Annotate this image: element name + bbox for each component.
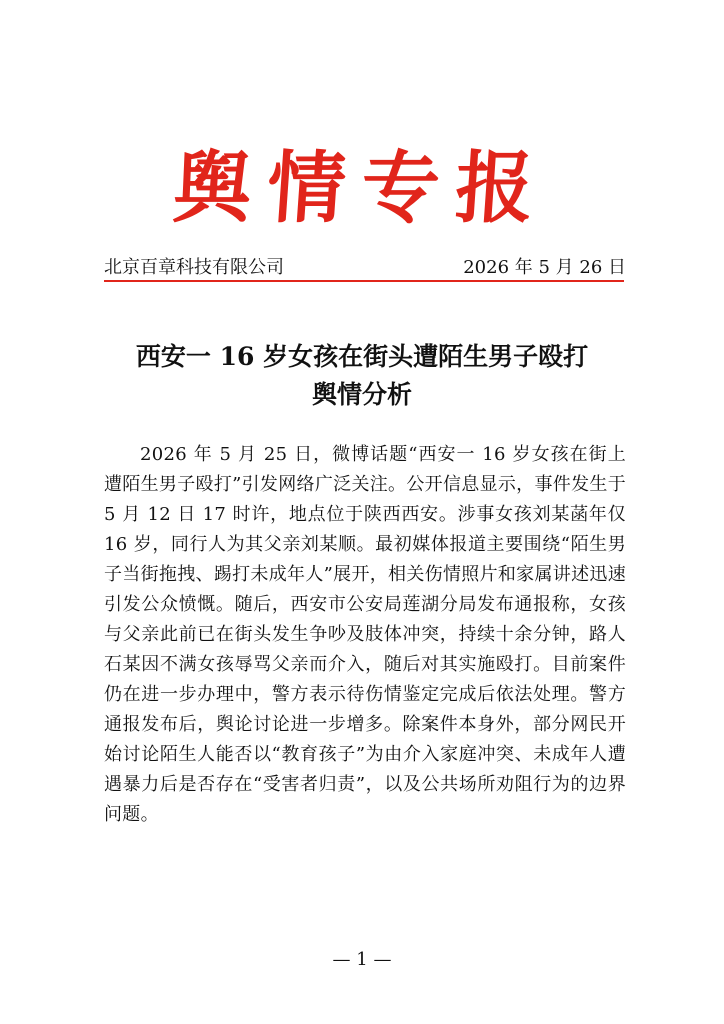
company-name: 北京百章科技有限公司 (104, 257, 284, 278)
article-title (80, 338, 644, 414)
article-title-line-1: 西安一 16 岁女孩在街头遭陌生男子殴打 (135, 342, 589, 371)
masthead-title: 舆情专报 (170, 143, 553, 234)
issue-line (104, 256, 626, 280)
issue-date: 2026 年 5 月 26 日 (463, 257, 626, 278)
page-number: — 1 — (332, 949, 392, 970)
red-divider (104, 280, 624, 282)
article-title-line-2: 舆情分析 (311, 380, 412, 409)
article-body: 2026 年 5 月 25 日，微博话题“西安一 16 岁女孩在街上遭陌生男子殴打”引发网络广泛关注。公开信息显示，事件发生于 5 月 12 日 17 时许，地点位于陕西西安。涉事女孩刘某菡年仅 16 岁，同行人为其父亲刘某顺。最初媒体报道主要围绕“陌生男子当街拖拽、踢打未成年人”展开，相关伤情照片和家属讲述迅速引发公众愤慨。随后，西安市公安局莲湖分局发布通报称，女孩与父亲此前已在街头发生争吵及肢体冲突，持续十余分钟，路人石某因不满女孩辱骂父亲而介入，随后对其实施殴打。目前案件仍在进一步办理中，警方表示待伤情鉴定完成后依法处理。警方通报发布后，舆论讨论进一步增多。除案件本身外，部分网民开始讨论陌生人能否以“教育孩子”为由介入家庭冲突、未成年人遭遇暴力后是否存在“受害者归责”，以及公共场所劝阻行为的边界问题。 (104, 444, 626, 825)
